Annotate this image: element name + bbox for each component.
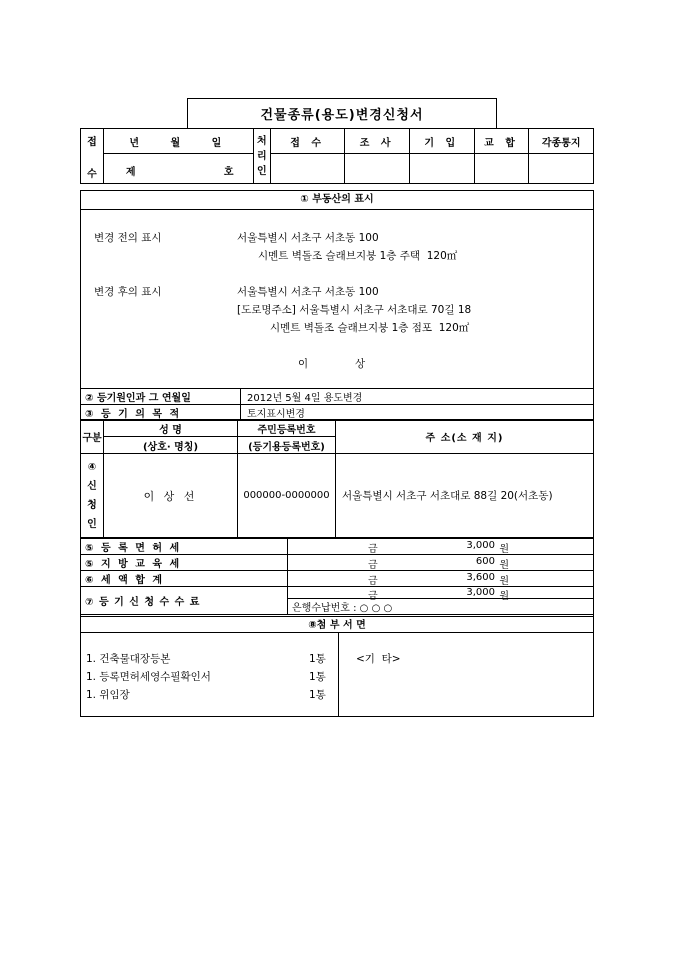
- fee-amount-3: 3,600: [466, 572, 495, 583]
- attachment-count-1: 1통: [309, 653, 326, 665]
- attachments-divider: [338, 633, 339, 717]
- reception-date: 년 월 일: [103, 129, 253, 154]
- handler-char-1: 처: [257, 135, 267, 147]
- cause-purpose-table: [80, 388, 594, 421]
- attachment-name-3: 1. 위임장: [86, 689, 130, 701]
- fee-label-2: ⑤ 지 방 교 육 세: [81, 555, 288, 571]
- handler-cell: [253, 129, 270, 184]
- fee-value-4: [288, 587, 594, 602]
- cell-jeopsu: [270, 154, 345, 184]
- fee-amount-2: 600: [475, 556, 495, 567]
- applicant-address: 서울특별시 서초구 서초대로 88길 20(서초동): [336, 454, 594, 538]
- fee-label-4: ⑦ 등 기 신 청 수 수 료: [81, 587, 288, 615]
- attachment-count-3: 1통: [309, 689, 326, 701]
- fee-amount-4: 3,000: [466, 587, 495, 598]
- fee-won-2: 원: [499, 560, 509, 571]
- fee-won-3: 원: [499, 576, 509, 587]
- col-notice: 각종통지: [529, 129, 594, 154]
- reception-label-cell: [81, 129, 104, 184]
- bank-receipt-number: 은행수납번호 : ○ ○ ○: [288, 599, 594, 615]
- col-gyohap: 교 합: [474, 129, 529, 154]
- before-label: 변경 전의 표시: [94, 232, 162, 244]
- after-line-2: [도로명주소] 서울특별시 서초구 서초대로 70길 18: [237, 304, 472, 316]
- gubun-header: 구분: [81, 420, 104, 454]
- col-jeopsu: 접 수: [270, 129, 345, 154]
- attachment-count-2: 1통: [309, 671, 326, 683]
- reception-je: 제: [125, 167, 136, 178]
- reception-su: 수: [87, 169, 97, 180]
- handler-char-3: 인: [257, 165, 267, 177]
- cell-josa: [345, 154, 410, 184]
- fee-geum-3: 금: [368, 576, 378, 587]
- document-title: 건물종류(용도)변경신청서: [187, 98, 497, 128]
- attachment-name-2: 1. 등록면허세영수필확인서: [86, 671, 211, 683]
- reception-jeop: 접: [87, 137, 97, 148]
- before-line-2: 시멘트 벽돌조 슬래브지붕 1층 주택 120㎡: [258, 250, 458, 262]
- col-josa: 조 사: [345, 129, 410, 154]
- fee-geum-4: 금: [368, 591, 378, 602]
- fee-label-3: ⑥ 세 액 합 계: [81, 571, 288, 587]
- cause-label: ② 등기원인과 그 연월일: [81, 389, 241, 405]
- applicant-table: [80, 419, 594, 538]
- attachments-header: ⑧첨 부 서 면: [80, 616, 594, 633]
- applicant-side-cheong: 청: [87, 499, 97, 511]
- section1-header: ① 부동산의 표시: [80, 191, 594, 210]
- id-header-1: 주민등록번호: [238, 420, 336, 437]
- fee-value-2: [288, 555, 594, 571]
- cell-notice: [529, 154, 594, 184]
- purpose-value: 토지표시변경: [241, 405, 594, 421]
- col-giip: 기 입: [410, 129, 475, 154]
- fee-won-1: 원: [499, 544, 509, 555]
- closing-sang: 상: [355, 358, 366, 370]
- applicant-id: 000000-0000000: [238, 454, 336, 538]
- fee-value-3: [288, 571, 594, 587]
- applicant-side-4: ④: [87, 461, 97, 473]
- applicant-side-in: 인: [87, 518, 97, 530]
- after-label: 변경 후의 표시: [94, 286, 162, 298]
- fee-label-1: ⑤ 등 록 면 허 세: [81, 539, 288, 555]
- fee-won-4: 원: [499, 591, 509, 602]
- cell-gyohap: [474, 154, 529, 184]
- before-line-1: 서울특별시 서초구 서초동 100: [237, 232, 379, 244]
- id-header-2: (등기용등록번호): [238, 437, 336, 454]
- reception-table: [80, 128, 594, 184]
- closing-i: 이: [298, 358, 309, 370]
- fee-geum-1: 금: [368, 544, 378, 555]
- cell-giip: [410, 154, 475, 184]
- reception-number: [103, 154, 253, 184]
- after-line-1: 서울특별시 서초구 서초동 100: [237, 286, 379, 298]
- attachment-other: <기 타>: [356, 653, 401, 665]
- name-header-2: (상호· 명칭): [104, 437, 238, 454]
- fee-value-1: [288, 539, 594, 555]
- handler-char-2: 리: [257, 150, 267, 162]
- applicant-side-label: [81, 454, 104, 538]
- reception-ho: 호: [223, 167, 234, 178]
- fee-amount-1: 3,000: [466, 540, 495, 551]
- name-header-1: 성 명: [104, 420, 238, 437]
- after-line-3: 시멘트 벽돌조 슬래브지붕 1층 점포 120㎡: [270, 322, 470, 334]
- applicant-side-sin: 신: [87, 480, 97, 492]
- applicant-name: 이 상 선: [104, 454, 238, 538]
- attachment-name-1: 1. 건축물대장등본: [86, 653, 171, 665]
- fees-table: [80, 538, 594, 615]
- fee-geum-2: 금: [368, 560, 378, 571]
- purpose-label: ③ 등 기 의 목 적: [81, 405, 241, 421]
- address-header: 주 소(소 재 지): [336, 420, 594, 454]
- cause-value: 2012년 5월 4일 용도변경: [241, 389, 594, 405]
